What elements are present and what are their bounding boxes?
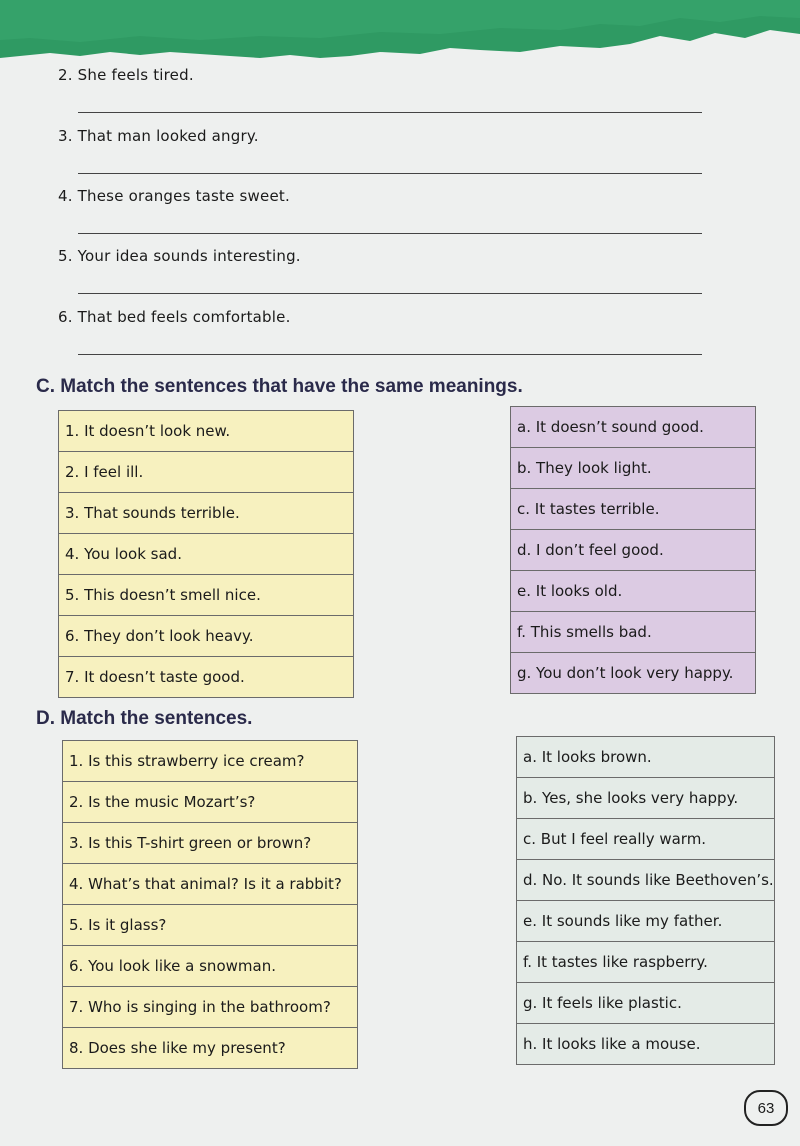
sentence-cell[interactable]: f. It tastes like raspberry. [517,942,775,983]
sentence-cell[interactable]: d. No. It sounds like Beethoven’s. [517,860,775,901]
sentence-cell[interactable]: 2. Is the music Mozart’s? [63,782,358,823]
answer-line[interactable] [78,233,702,234]
section-d-left-table [62,740,358,1069]
table-row [511,653,756,694]
table-row [63,823,358,864]
section-c-right-table [510,406,756,694]
sentence-cell[interactable]: e. It sounds like my father. [517,901,775,942]
sentence-cell[interactable]: 7. It doesn’t taste good. [59,657,354,698]
answer-line[interactable] [78,173,702,174]
table-row [59,575,354,616]
exercise-item [58,127,708,145]
table-row [59,534,354,575]
table-row [517,1024,775,1065]
table-row [59,493,354,534]
table-row [517,983,775,1024]
sentence-cell[interactable]: e. It looks old. [511,571,756,612]
table-row [511,448,756,489]
table-row [517,901,775,942]
question-text: 2. She feels tired. [58,66,194,84]
table-row [59,616,354,657]
page-number: 63 [744,1090,788,1126]
answer-line[interactable] [78,112,702,113]
sentence-cell[interactable]: 1. It doesn’t look new. [59,411,354,452]
table-row [517,778,775,819]
green-banner [0,0,800,70]
sentence-cell[interactable]: h. It looks like a mouse. [517,1024,775,1065]
sentence-cell[interactable]: g. It feels like plastic. [517,983,775,1024]
exercise-item [58,66,708,84]
sentence-cell[interactable]: 4. What’s that animal? Is it a rabbit? [63,864,358,905]
table-row [517,860,775,901]
question-text: 5. Your idea sounds interesting. [58,247,301,265]
table-row [517,737,775,778]
table-row [63,864,358,905]
table-row [511,612,756,653]
sentence-cell[interactable]: 4. You look sad. [59,534,354,575]
sentence-cell[interactable]: 5. Is it glass? [63,905,358,946]
table-row [63,1028,358,1069]
answer-line[interactable] [78,293,702,294]
section-d-right-table [516,736,775,1065]
sentence-cell[interactable]: a. It doesn’t sound good. [511,407,756,448]
sentence-cell[interactable]: g. You don’t look very happy. [511,653,756,694]
sentence-cell[interactable]: 1. Is this strawberry ice cream? [63,741,358,782]
sentence-cell[interactable]: c. It tastes terrible. [511,489,756,530]
sentence-cell[interactable]: c. But I feel really warm. [517,819,775,860]
exercise-item [58,247,708,265]
table-row [63,905,358,946]
sentence-cell[interactable]: 2. I feel ill. [59,452,354,493]
sentence-cell[interactable]: f. This smells bad. [511,612,756,653]
question-text: 6. That bed feels comfortable. [58,308,291,326]
table-row [59,411,354,452]
sentence-cell[interactable]: 6. They don’t look heavy. [59,616,354,657]
section-c-left-table [58,410,354,698]
table-row [63,741,358,782]
table-row [517,942,775,983]
sentence-cell[interactable]: a. It looks brown. [517,737,775,778]
sentence-cell[interactable]: 7. Who is singing in the bathroom? [63,987,358,1028]
sentence-cell[interactable]: 8. Does she like my present? [63,1028,358,1069]
sentence-cell[interactable]: 5. This doesn’t smell nice. [59,575,354,616]
table-row [511,530,756,571]
section-c-heading: C. Match the sentences that have the same meanings. [36,376,523,397]
exercise-item [58,308,708,326]
table-row [517,819,775,860]
table-row [63,782,358,823]
sentence-cell[interactable]: b. Yes, she looks very happy. [517,778,775,819]
question-text: 4. These oranges taste sweet. [58,187,290,205]
table-row [511,489,756,530]
sentence-cell[interactable]: 3. That sounds terrible. [59,493,354,534]
section-d-heading: D. Match the sentences. [36,708,253,729]
answer-line[interactable] [78,354,702,355]
table-row [59,657,354,698]
table-row [511,571,756,612]
table-row [63,946,358,987]
table-row [511,407,756,448]
table-row [59,452,354,493]
table-row [63,987,358,1028]
sentence-cell[interactable]: b. They look light. [511,448,756,489]
question-text: 3. That man looked angry. [58,127,259,145]
sentence-cell[interactable]: 3. Is this T-shirt green or brown? [63,823,358,864]
sentence-cell[interactable]: 6. You look like a snowman. [63,946,358,987]
sentence-cell[interactable]: d. I don’t feel good. [511,530,756,571]
exercise-item [58,187,708,205]
